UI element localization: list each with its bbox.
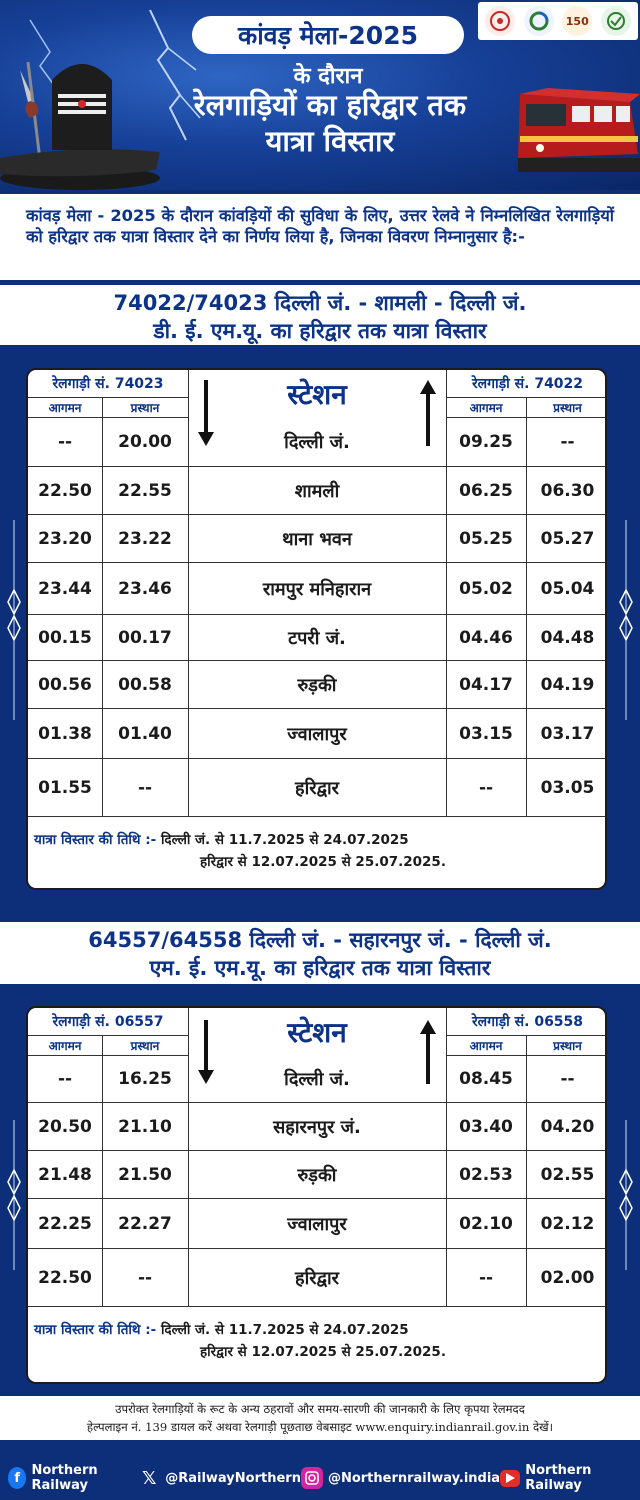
right-arrival-header: आगमन	[446, 1036, 526, 1056]
section2-timetable	[26, 1006, 607, 1384]
time-cell: --	[137, 777, 153, 798]
facebook-handle: Northern Railway	[31, 1463, 98, 1493]
station-name: हरिद्वार	[295, 777, 339, 799]
time-cell: --	[57, 1069, 73, 1089]
table-row	[28, 562, 607, 614]
section2-title	[0, 922, 640, 984]
time-cell: 02.00	[540, 1267, 595, 1288]
intro-paragraph: कांवड़ मेला - 2025 के दौरान कांवड़ियों की सुविधा के लिए, उत्तर रेलवे ने निम्नलिखित रेलगाड़ियों को हरिद्वार तक यात्रा विस्तार देने का निर्णय लिया है, जिनका विवरण निम्नानुसार है:-	[0, 194, 640, 280]
table-row	[28, 1150, 607, 1198]
time-cell: 04.20	[540, 1116, 595, 1137]
northern-railway-logo	[485, 6, 515, 36]
column-divider	[188, 370, 189, 816]
table-row	[28, 660, 607, 708]
section1-footnote	[28, 816, 607, 890]
time-cell: 03.15	[459, 723, 513, 744]
youtube-link[interactable]	[500, 1463, 632, 1493]
table-row	[28, 1102, 607, 1150]
youtube-handle: Northern Railway	[525, 1463, 592, 1493]
time-cell: 04.19	[540, 674, 595, 695]
left-train-number: रेलगाड़ी सं. 06557	[28, 1008, 188, 1036]
time-cell: --	[478, 777, 494, 798]
event-title-pill	[192, 16, 464, 54]
footnote-haridwar-dates: हरिद्वार से 12.07.2025 से 25.07.2025.	[200, 1344, 446, 1360]
cooperatives-logo	[524, 6, 554, 36]
time-cell: --	[137, 1267, 153, 1288]
subtitle-during: के दौरान	[293, 64, 363, 89]
time-cell: 02.53	[459, 1164, 513, 1185]
section2-title-line2: एम. ई. एम.यू. का हरिद्वार तक यात्रा विस्तार	[149, 956, 491, 980]
time-cell: 05.04	[540, 578, 595, 599]
section1-timetable	[26, 368, 607, 890]
left-departure-header: प्रस्थान	[102, 398, 188, 418]
time-cell: 03.40	[459, 1116, 513, 1137]
section1-title	[0, 285, 640, 345]
table-row	[28, 1198, 607, 1248]
time-cell: 06.30	[540, 480, 595, 501]
time-cell: 08.45	[459, 1069, 513, 1089]
youtube-icon	[500, 1470, 520, 1487]
station-name: रुड़की	[297, 674, 337, 696]
station-name: सहारनपुर जं.	[273, 1116, 361, 1138]
time-cell: 04.46	[459, 627, 513, 648]
time-cell: 00.56	[38, 674, 92, 695]
left-ornament-1	[4, 520, 24, 720]
section1-title-line2: डी. ई. एम.यू. का हरिद्वार तक यात्रा विस्तार	[153, 319, 487, 343]
time-cell: 01.55	[38, 777, 92, 798]
time-cell: 22.27	[118, 1213, 172, 1234]
time-cell: 23.44	[38, 578, 92, 599]
x-link[interactable]	[138, 1467, 301, 1489]
left-train-number: रेलगाड़ी सं. 74023	[28, 370, 188, 398]
time-cell: 22.50	[38, 480, 92, 501]
time-cell: 22.55	[118, 480, 172, 501]
table-row	[28, 614, 607, 660]
footnote-delhi-dates: दिल्ली जं. से 11.7.2025 से 24.07.2025	[160, 1322, 409, 1338]
railway-150-logo: 150	[562, 6, 592, 36]
station-name: दिल्ली जं.	[284, 432, 350, 453]
footnote-delhi-dates: दिल्ली जं. से 11.7.2025 से 24.07.2025	[160, 832, 409, 848]
section2-footnote	[28, 1306, 607, 1384]
table-row	[28, 708, 607, 758]
table-row	[28, 418, 607, 466]
time-cell: --	[560, 432, 575, 452]
time-cell: 21.10	[118, 1116, 172, 1137]
social-bar	[0, 1458, 640, 1498]
footnote-line1	[34, 1319, 409, 1341]
time-cell: 02.12	[540, 1213, 595, 1234]
time-cell: 00.58	[118, 674, 172, 695]
station-name: शामली	[294, 480, 340, 502]
station-header: स्टेशन	[287, 378, 347, 411]
column-divider	[526, 1036, 527, 1306]
right-train-number: रेलगाड़ी सं. 06558	[446, 1008, 607, 1036]
instagram-link[interactable]	[301, 1467, 500, 1489]
station-name: रामपुर मनिहारान	[262, 578, 372, 600]
left-arrival-header: आगमन	[28, 398, 102, 418]
table-row	[28, 1248, 607, 1306]
instagram-handle: @Northernrailway.india	[327, 1470, 501, 1486]
right-arrival-header: आगमन	[446, 398, 526, 418]
left-ornament-2	[4, 1120, 24, 1270]
time-cell: 03.17	[540, 723, 595, 744]
right-departure-header: प्रस्थान	[526, 1036, 607, 1056]
time-cell: 01.40	[118, 723, 172, 744]
helpline-note	[0, 1396, 640, 1440]
x-handle: @RailwayNorthern	[165, 1470, 301, 1486]
time-cell: 09.25	[459, 432, 513, 452]
time-cell: 01.38	[38, 723, 92, 744]
footnote-label: यात्रा विस्तार की तिथि :-	[34, 832, 157, 848]
time-cell: --	[57, 432, 73, 452]
time-cell: 21.50	[118, 1164, 172, 1185]
subtitle-line-3: यात्रा विस्तार	[265, 124, 395, 158]
column-divider	[526, 398, 527, 816]
left-arrival-header: आगमन	[28, 1036, 102, 1056]
helpline-note-line1: उपरोक्त रेलगाड़ियों के रूट के अन्य ठहरावों और समय-सारणी की जानकारी के लिए कृपया रेलमदद	[115, 1402, 525, 1416]
table-row	[28, 514, 607, 562]
locomotive-image	[500, 84, 640, 184]
footnote-line1	[34, 829, 409, 851]
section1-rows	[28, 418, 607, 816]
time-cell: --	[560, 1069, 575, 1089]
time-cell: 23.46	[118, 578, 172, 599]
time-cell: 05.02	[459, 578, 513, 599]
time-cell: 23.20	[38, 528, 92, 549]
time-cell: 02.10	[459, 1213, 513, 1234]
footnote-haridwar-dates: हरिद्वार से 12.07.2025 से 25.07.2025.	[200, 854, 446, 870]
table-row	[28, 466, 607, 514]
column-divider	[102, 398, 103, 816]
swachhata-logo	[601, 6, 631, 36]
time-cell: 05.25	[459, 528, 513, 549]
time-cell: 05.27	[540, 528, 595, 549]
column-divider	[446, 370, 447, 816]
time-cell: 00.15	[38, 627, 92, 648]
column-divider	[102, 1036, 103, 1306]
station-name: ज्वालापुर	[287, 723, 347, 745]
section2-title-line1: 64557/64558 दिल्ली जं. - सहारनपुर जं. - दिल्ली जं.	[88, 928, 552, 952]
instagram-icon	[301, 1467, 323, 1489]
time-cell: 06.25	[459, 480, 513, 501]
time-cell: 20.00	[118, 432, 172, 452]
station-name: हरिद्वार	[295, 1267, 339, 1289]
time-cell: 04.17	[459, 674, 513, 695]
helpline-note-line2: हेल्पलाइन नं. 139 डायल करें अथवा रेलगाड़ी पूछताछ वेबसाइट www.enquiry.indianrail.gov.in देखें।	[86, 1420, 554, 1434]
right-train-number: रेलगाड़ी सं. 74022	[446, 370, 607, 398]
facebook-link[interactable]	[8, 1463, 138, 1493]
time-cell: 02.55	[540, 1164, 595, 1185]
station-name: ज्वालापुर	[287, 1213, 347, 1235]
right-ornament-2	[616, 1120, 636, 1270]
header-banner	[0, 0, 640, 190]
table-row	[28, 1056, 607, 1102]
facebook-icon: f	[8, 1467, 26, 1489]
section2-rows	[28, 1056, 607, 1306]
right-departure-header: प्रस्थान	[526, 398, 607, 418]
footnote-label: यात्रा विस्तार की तिथि :-	[34, 1322, 157, 1338]
station-name: टपरी जं.	[288, 627, 346, 649]
station-header: स्टेशन	[287, 1016, 347, 1049]
time-cell: 20.50	[38, 1116, 92, 1137]
time-cell: 22.25	[38, 1213, 92, 1234]
time-cell: 04.48	[540, 627, 595, 648]
logo-strip	[478, 2, 638, 40]
time-cell: 03.05	[540, 777, 595, 798]
time-cell: 21.48	[38, 1164, 92, 1185]
time-cell: 16.25	[118, 1069, 172, 1089]
left-departure-header: प्रस्थान	[102, 1036, 188, 1056]
time-cell: 23.22	[118, 528, 172, 549]
time-cell: --	[478, 1267, 494, 1288]
column-divider	[446, 1008, 447, 1306]
station-name: थाना भवन	[282, 528, 352, 550]
event-title: कांवड़ मेला-2025	[238, 21, 418, 50]
time-cell: 00.17	[118, 627, 172, 648]
station-name: रुड़की	[297, 1164, 337, 1186]
station-name: दिल्ली जं.	[284, 1069, 350, 1090]
table-row	[28, 758, 607, 816]
column-divider	[188, 1008, 189, 1306]
section1-title-line1: 74022/74023 दिल्ली जं. - शामली - दिल्ली जं.	[113, 291, 527, 315]
subtitle-line-2: रेलगाड़ियों का हरिद्वार तक	[193, 88, 467, 122]
right-ornament-1	[616, 520, 636, 720]
x-icon: 𝕏	[141, 1467, 157, 1489]
time-cell: 22.50	[38, 1267, 92, 1288]
